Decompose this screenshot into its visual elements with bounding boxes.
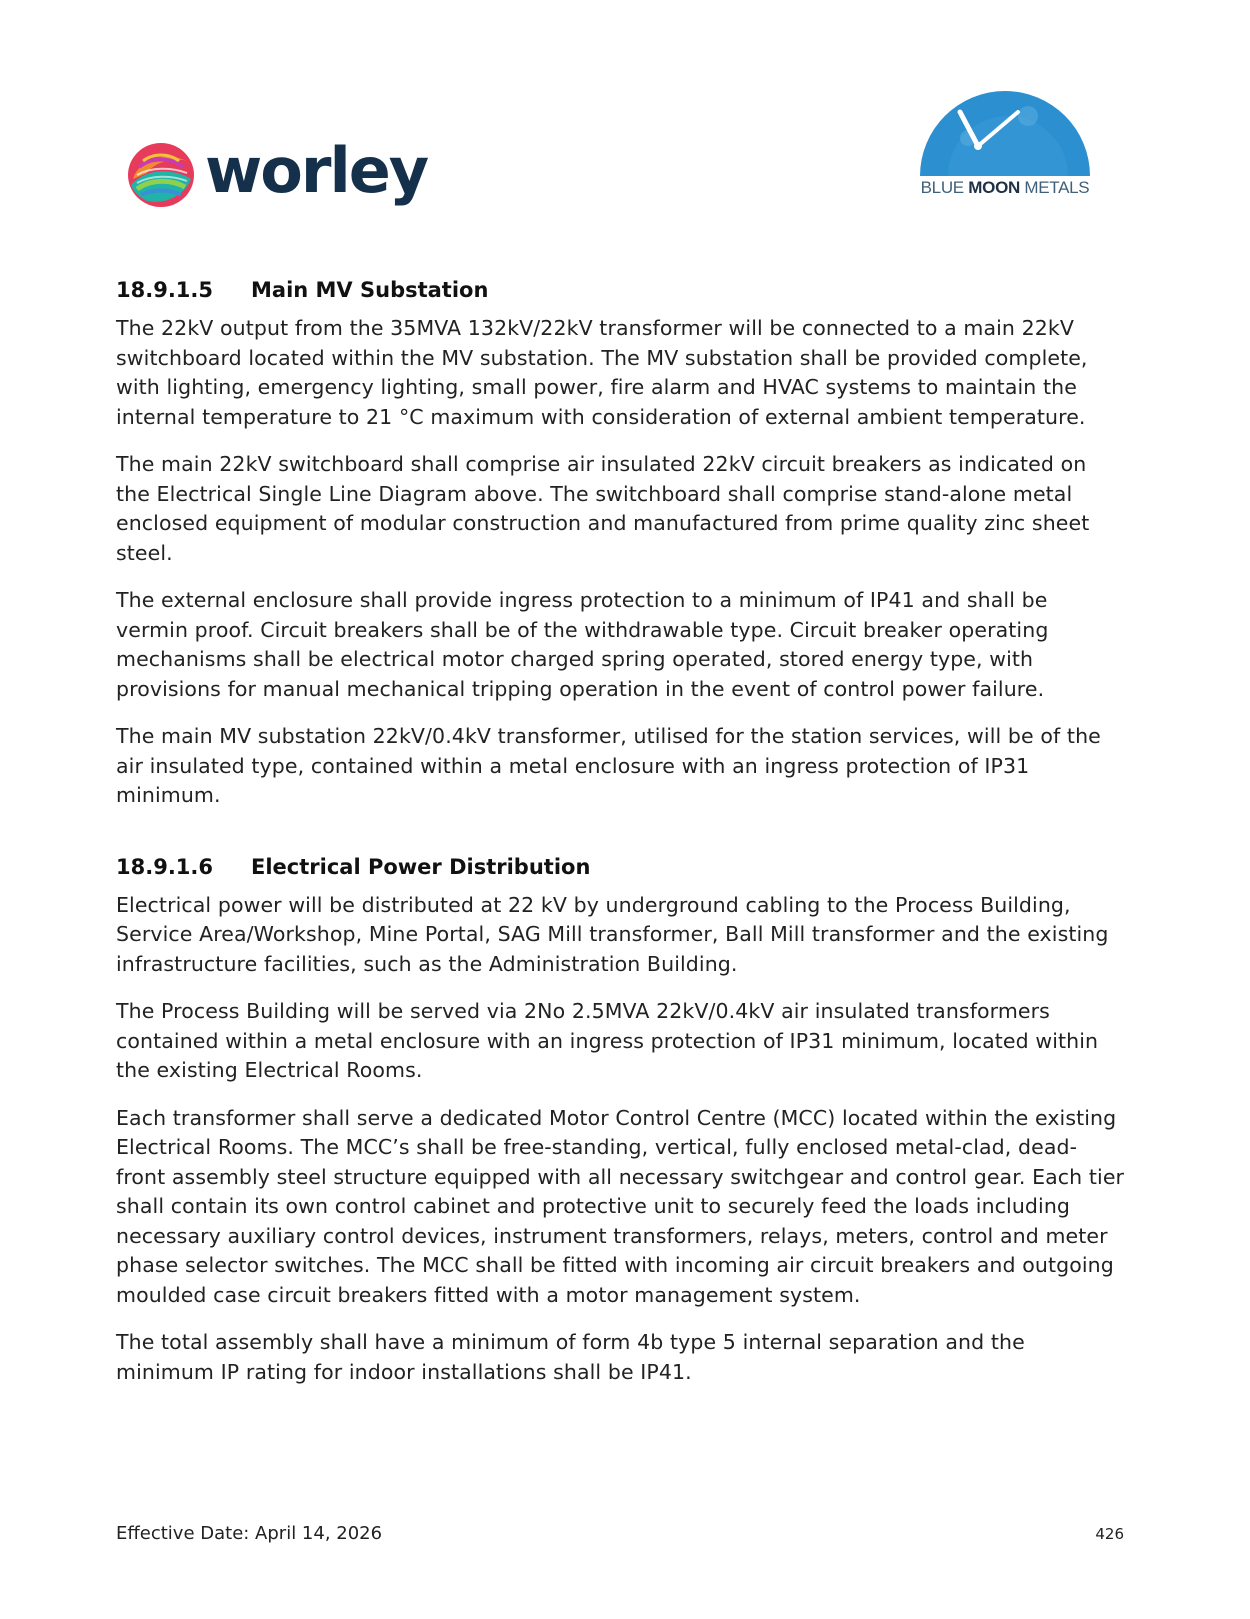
worley-wordmark: worley — [205, 134, 428, 207]
paragraph: The external enclosure shall provide ingress protection to a minimum of IP41 and shall be vermin proof. Circuit breakers shall be of the withdrawable type. Circuit breaker operating mechanisms shall be electrical motor charged spring operated, stored energy type, with provisions for manual mechanical tripping operation in the event of control power failure. — [116, 588, 1049, 701]
section-heading-main-mv-substation — [116, 278, 1126, 302]
paragraph: The 22kV output from the 35MVA 132kV/22kV transformer will be connected to a main 22kV switchboard located within the MV substation. The MV substation shall be provided complete, with lighting, emergency lighting, small power, fire alarm and HVAC systems to maintain the internal temperature to 21 °C maximum with consideration of external ambient temperature. — [116, 316, 1088, 429]
paragraph: Each transformer shall serve a dedicated Motor Control Centre (MCC) located within the existing Electrical Rooms. The MCC’s shall be free-standing, vertical, fully enclosed metal-clad, dead-front assembly steel structure equipped with all necessary switchgear and control gear. Each tier shall contain its own control cabinet and protective unit to securely feed the loads including necessary auxiliary control devices, instrument transformers, relays, meters, control and meter phase selector switches. The MCC shall be fitted with incoming air circuit breakers and outgoing moulded case circuit breakers fitted with a motor management system. — [116, 1105, 1125, 1307]
section-title: Electrical Power Distribution — [251, 854, 591, 879]
section-number: 18.9.1.5 — [116, 278, 213, 302]
footer-effective-date: Effective Date: April 14, 2026 — [116, 1523, 383, 1544]
paragraph: The total assembly shall have a minimum of form 4b type 5 internal separation and the minimum IP rating for indoor installations shall be IP41. — [116, 1330, 1025, 1384]
footer-page-number: 426 — [1095, 1525, 1124, 1543]
moon-clock-icon — [908, 76, 1102, 180]
section-title: Main MV Substation — [251, 278, 489, 302]
worley-logo — [125, 136, 427, 214]
bluemoon-word-moon: MOON — [968, 178, 1020, 197]
worley-swirl-icon — [125, 139, 197, 211]
paragraph: Electrical power will be distributed at 22 kV by underground cabling to the Process Building, Service Area/Workshop, Mine Portal, SAG Mill transformer, Ball Mill transformer and the existing infrastructure facilities, such as the Administration Building. — [116, 892, 1109, 976]
bluemoon-word-blue: BLUE — [920, 178, 969, 197]
section-number: 18.9.1.6 — [116, 854, 213, 879]
blue-moon-metals-logo — [908, 76, 1102, 204]
paragraph: The main MV substation 22kV/0.4kV transformer, utilised for the station services, will be of the air insulated type, contained within a metal enclosure with an ingress protection of IP31 minimum. — [116, 724, 1101, 807]
document-body — [116, 278, 1126, 1405]
paragraph: The Process Building will be served via 2No 2.5MVA 22kV/0.4kV air insulated transformers contained within a metal enclosure with an ingress protection of IP31 minimum, located within the existing Electrical Rooms. — [116, 999, 1099, 1082]
section-heading-electrical-power-distribution — [116, 855, 1126, 879]
blue-moon-metals-wordmark — [908, 178, 1102, 198]
paragraph: The main 22kV switchboard shall comprise air insulated 22kV circuit breakers as indicated on the Electrical Single Line Diagram above. The switchboard shall comprise stand-alone metal enclosed equipment of modular construction and manufactured from prime quality zinc sheet steel. — [116, 452, 1090, 565]
bluemoon-word-metals: METALS — [1019, 178, 1090, 197]
